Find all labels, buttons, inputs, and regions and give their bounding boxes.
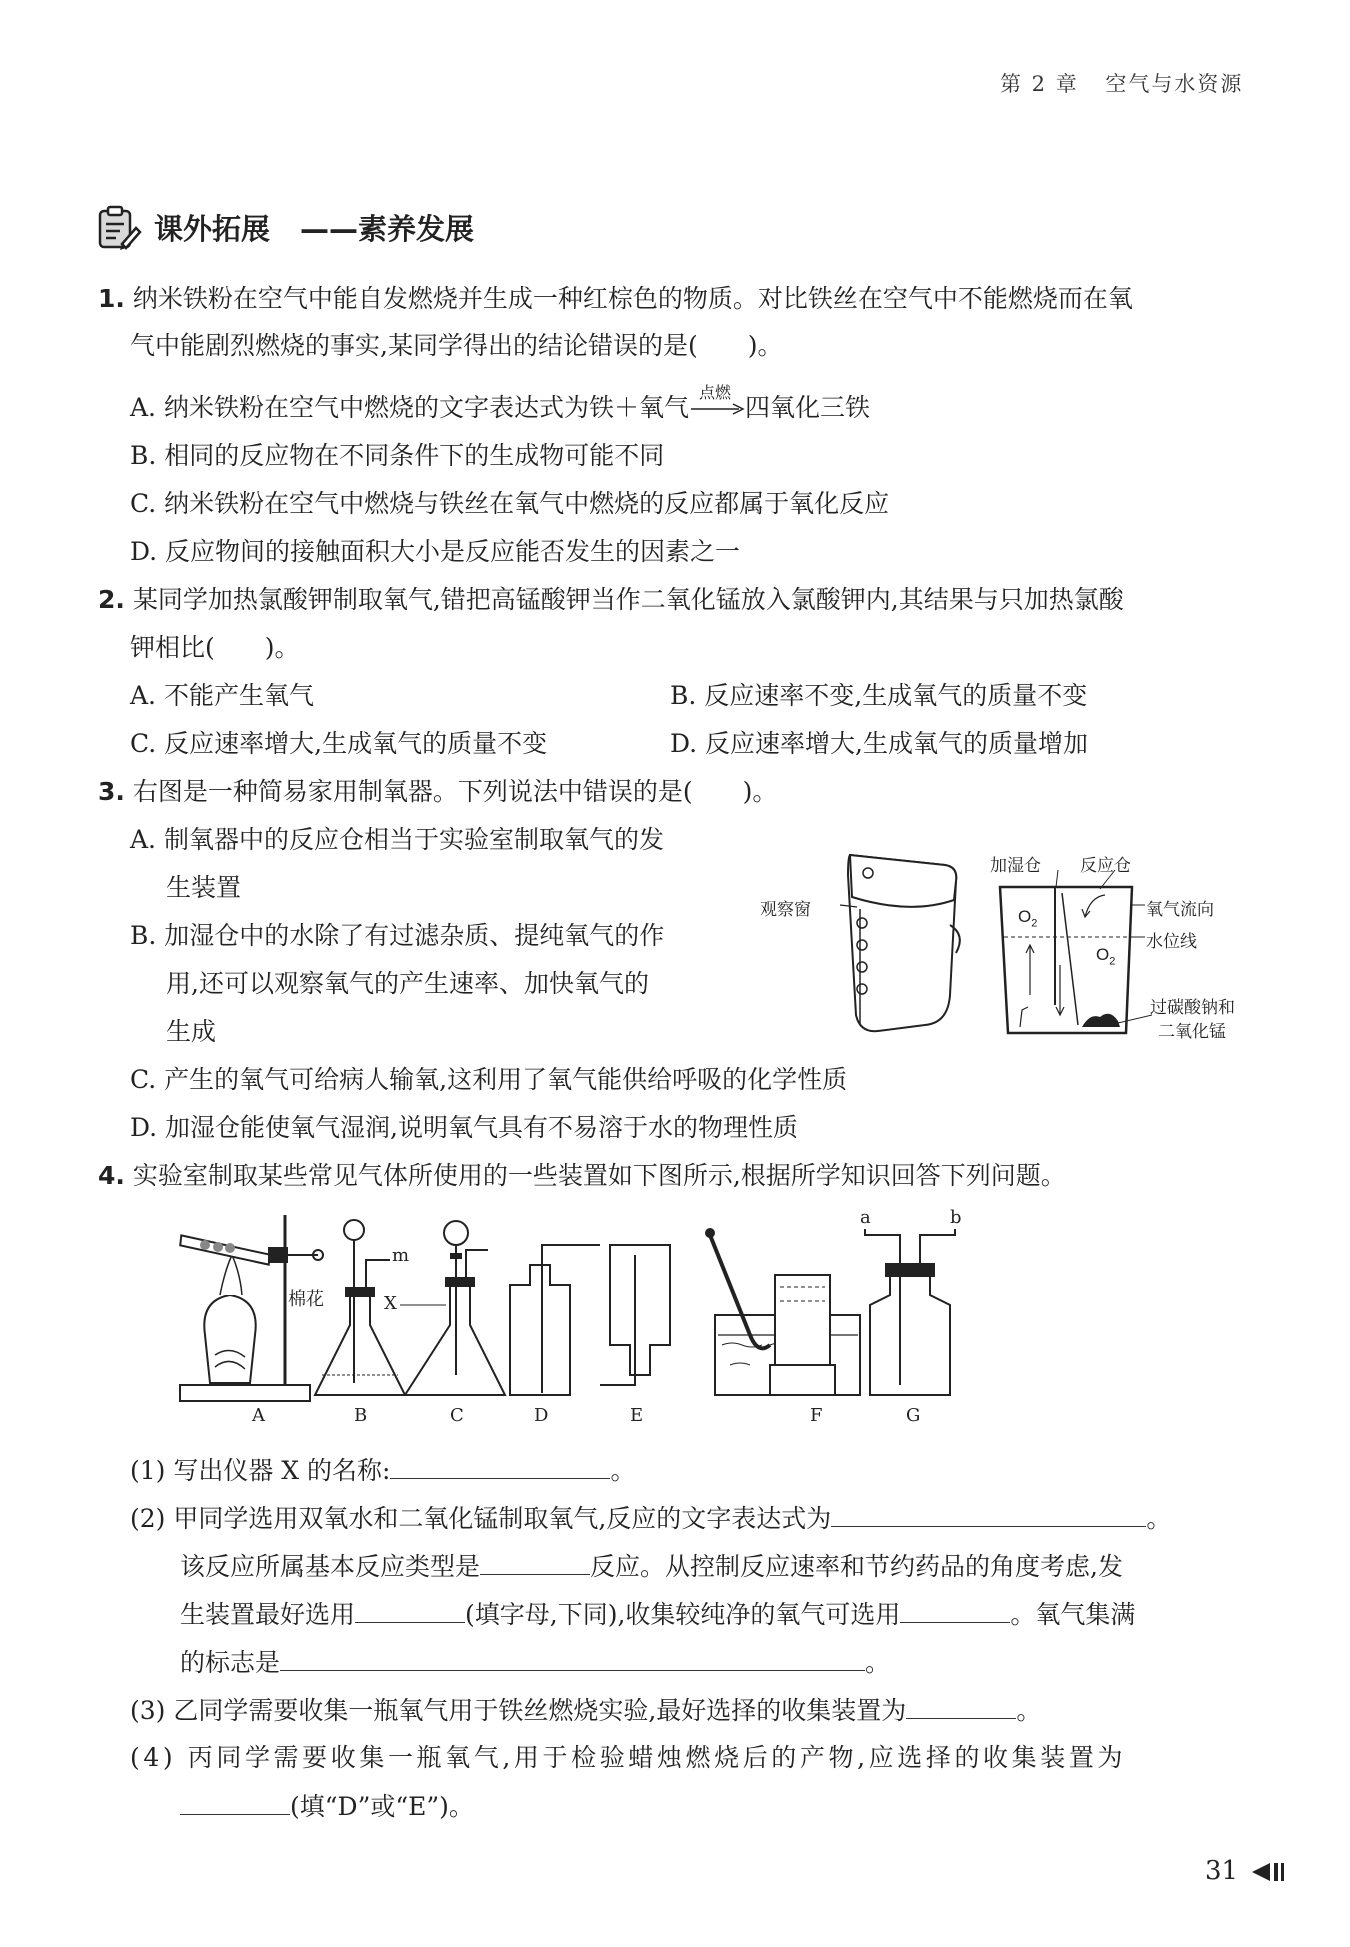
q2-option-b: B. 反应速率不变,生成氧气的质量不变 — [670, 681, 1088, 710]
q2-stem-line1 — [98, 582, 1124, 618]
q4-part2-text2: 该反应所属基本反应类型是 — [180, 1552, 481, 1581]
section-heading — [96, 200, 474, 254]
q4-stem-text: 实验室制取某些常见气体所使用的一些装置如下图所示,根据所学知识回答下列问题。 — [132, 1161, 1066, 1190]
q4-stem — [98, 1158, 1066, 1194]
page-header — [1000, 68, 1243, 98]
q4-part4-line2 — [180, 1788, 474, 1825]
q4-part3-end: 。 — [1016, 1696, 1042, 1725]
label-cotton: 棉花 — [288, 1289, 324, 1310]
page-arrow-icon — [1250, 1861, 1286, 1883]
q4-part2-end1: 。 — [1146, 1504, 1172, 1533]
q4-part2-line2 — [180, 1548, 1123, 1585]
q3-option-b-line1: B. 加湿仓中的水除了有过滤杂质、提纯氧气的作 — [130, 921, 665, 950]
q4-part3-text: (3) 乙同学需要收集一瓶氧气用于铁丝燃烧实验,最好选择的收集装置为 — [130, 1696, 907, 1725]
q4-part2-line1 — [130, 1500, 1171, 1537]
q1-option-a — [130, 382, 870, 426]
label-o2-a: $O_2$ — [1018, 907, 1038, 930]
q1-option-a-pre: A. 纳米铁粉在空气中燃烧的文字表达式为铁＋氧气 — [130, 393, 689, 422]
q1-option-b: B. 相同的反应物在不同条件下的生成物可能不同 — [130, 441, 665, 470]
q4-part1-text: (1) 写出仪器 X 的名称: — [130, 1456, 391, 1485]
section-subtitle: ——素养发展 — [300, 211, 475, 246]
answer-blank-4[interactable] — [355, 1596, 465, 1623]
q3-option-b-line3: 生成 — [166, 1017, 217, 1046]
reaction-arrow — [689, 382, 745, 425]
apparatus-label-a: A — [252, 1405, 265, 1426]
page-number — [1205, 1856, 1286, 1886]
q4-part1 — [130, 1452, 636, 1489]
q2-number: 2. — [98, 585, 125, 614]
answer-blank-6[interactable] — [280, 1644, 865, 1671]
apparatus-label-c: C — [450, 1405, 464, 1426]
q4-number: 4. — [98, 1161, 125, 1190]
q1-option-a-post: 四氧化三铁 — [744, 393, 870, 422]
answer-blank-1[interactable] — [390, 1452, 610, 1479]
label-chemical-2: 二氧化锰 — [1158, 1022, 1226, 1041]
oxygen-generator-figure — [760, 845, 1260, 1045]
q3-option-c: C. 产生的氧气可给病人输氧,这利用了氧气能供给呼吸的化学性质 — [130, 1065, 848, 1094]
label-window: 观察窗 — [760, 900, 811, 919]
q1-option-c: C. 纳米铁粉在空气中燃烧与铁丝在氧气中燃烧的反应都属于氧化反应 — [130, 489, 890, 518]
label-water-line: 水位线 — [1146, 932, 1197, 951]
q4-part2-line4 — [180, 1644, 890, 1681]
q2-option-a: A. 不能产生氧气 — [130, 681, 314, 710]
label-b: b — [950, 1207, 962, 1228]
lab-apparatus-diagram — [170, 1205, 1170, 1430]
arrow-icon — [689, 395, 745, 425]
answer-blank-8[interactable] — [180, 1788, 290, 1815]
label-reaction-chamber: 反应仓 — [1080, 856, 1131, 875]
q1-number: 1. — [98, 284, 125, 313]
q2-option-d: D. 反应速率增大,生成氧气的质量增加 — [670, 729, 1088, 758]
chapter-title: 空气与水资源 — [1105, 72, 1244, 96]
answer-blank-5[interactable] — [900, 1596, 1010, 1623]
section-title: 课外拓展 — [154, 211, 271, 246]
apparatus-label-b: B — [354, 1405, 368, 1426]
q4-part1-end: 。 — [610, 1456, 636, 1485]
q2-stem-text1: 某同学加热氯酸钾制取氧气,错把高锰酸钾当作二氧化锰放入氯酸钾内,其结果与只加热氯酸 — [132, 585, 1124, 614]
clipboard-pencil-icon — [96, 204, 142, 250]
apparatus-label-f: F — [810, 1405, 823, 1426]
apparatus-label-e: E — [630, 1405, 644, 1426]
q4-part2-text2b: 反应。从控制反应速率和节约药品的角度考虑,发 — [590, 1552, 1123, 1581]
q4-part2-text3c: 。氧气集满 — [1010, 1600, 1136, 1629]
label-x: X — [384, 1293, 397, 1314]
label-humidifier: 加湿仓 — [990, 856, 1041, 875]
q3-stem-text: 右图是一种简易家用制氧器。下列说法中错误的是( )。 — [132, 777, 778, 806]
q4-part2-text3: 生装置最好选用 — [180, 1600, 356, 1629]
label-o2-b: $O_2$ — [1096, 945, 1116, 968]
q3-number: 3. — [98, 777, 125, 806]
q3-option-a-line2: 生装置 — [166, 873, 242, 902]
q4-part3 — [130, 1692, 1041, 1729]
q2-option-c: C. 反应速率增大,生成氧气的质量不变 — [130, 729, 548, 758]
q1-stem-text1: 纳米铁粉在空气中能自发燃烧并生成一种红棕色的物质。对比铁丝在空气中不能燃烧而在氧 — [132, 284, 1133, 313]
reaction-condition: 点燃 — [698, 382, 731, 402]
q4-part4-text2: (填“D”或“E”)。 — [290, 1792, 474, 1821]
q1-stem-line2: 气中能剧烈燃烧的事实,某同学得出的结论错误的是( )。 — [130, 331, 783, 360]
q4-part2-end4: 。 — [865, 1648, 891, 1677]
page-number-text: 31 — [1205, 1856, 1239, 1886]
q4-part4-line1: (4) 丙同学需要收集一瓶氧气,用于检验蜡烛燃烧后的产物,应选择的收集装置为 — [130, 1743, 1127, 1772]
label-chemical-1: 过碳酸钠和 — [1150, 998, 1235, 1017]
answer-blank-3[interactable] — [480, 1548, 590, 1575]
q1-stem-line1 — [98, 281, 1133, 317]
q3-stem — [98, 774, 777, 810]
q4-part2-text3b: (填字母,下同),收集较纯净的氧气可选用 — [465, 1600, 901, 1629]
q3-option-b-line2: 用,还可以观察氧气的产生速率、加快氧气的 — [166, 969, 649, 998]
label-a: a — [860, 1207, 871, 1228]
apparatus-label-d: D — [534, 1405, 549, 1426]
q4-part2-text4: 的标志是 — [180, 1648, 281, 1677]
apparatus-label-g: G — [906, 1405, 921, 1426]
label-oxygen-flow: 氧气流向 — [1146, 900, 1214, 919]
q2-stem-line2: 钾相比( )。 — [130, 633, 300, 662]
q3-option-a-line1: A. 制氧器中的反应仓相当于实验室制取氧气的发 — [130, 825, 664, 854]
q4-part2-line3 — [180, 1596, 1135, 1633]
chapter-label: 第 2 章 — [1000, 72, 1079, 96]
q4-part2-text1: (2) 甲同学选用双氧水和二氧化锰制取氧气,反应的文字表达式为 — [130, 1504, 832, 1533]
label-m: m — [392, 1245, 410, 1266]
answer-blank-7[interactable] — [906, 1692, 1016, 1719]
lab-apparatus-figure — [170, 1205, 1170, 1430]
answer-blank-2[interactable] — [831, 1500, 1146, 1527]
q1-option-d: D. 反应物间的接触面积大小是反应能否发生的因素之一 — [130, 537, 741, 566]
q3-option-d: D. 加湿仓能使氧气湿润,说明氧气具有不易溶于水的物理性质 — [130, 1113, 798, 1142]
